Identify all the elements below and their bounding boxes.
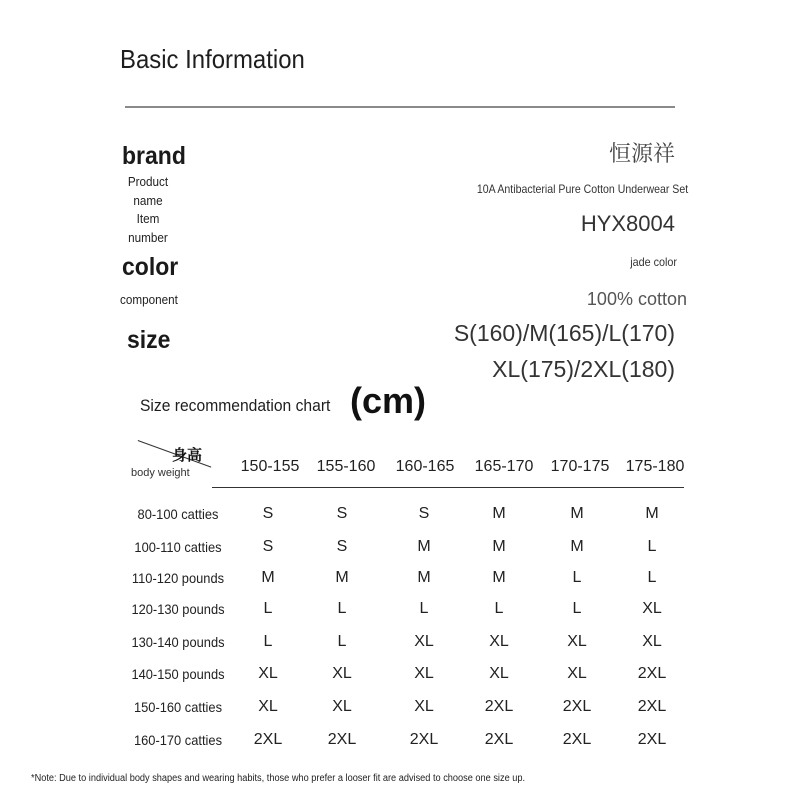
size-cell: L — [572, 569, 582, 586]
row-label: 120-130 pounds — [131, 601, 225, 617]
size-cell: XL — [567, 665, 587, 682]
size-chart-title: Size recommendation chart — [140, 396, 331, 415]
column-header: 155-160 — [316, 458, 376, 475]
section-title: Basic Information — [120, 44, 305, 74]
size-cell: XL — [332, 698, 352, 715]
size-cell: 2XL — [562, 698, 592, 715]
color-value: jade color — [630, 255, 677, 269]
size-cell: M — [261, 569, 275, 586]
size-cell: 2XL — [484, 698, 514, 715]
item-number-value: HYX8004 — [580, 211, 675, 236]
size-cell: 2XL — [637, 665, 667, 682]
size-cell: M — [570, 505, 584, 522]
product-name-label: Product name — [127, 174, 169, 208]
size-cell: XL — [414, 698, 434, 715]
row-label: 150-160 catties — [133, 699, 223, 715]
column-header: 150-155 — [240, 458, 300, 475]
size-cell: 2XL — [253, 731, 283, 748]
size-cell: S — [336, 538, 348, 555]
weight-header-label: body weight — [131, 467, 190, 479]
size-cell: 2XL — [409, 731, 439, 748]
size-cell: S — [262, 505, 274, 522]
column-header: 165-170 — [474, 458, 534, 475]
row-label: 80-100 catties — [137, 506, 219, 522]
size-cell: L — [494, 600, 504, 617]
size-cell: XL — [489, 633, 509, 650]
item-number-label: Item number — [128, 211, 168, 245]
brand-label: brand — [122, 142, 186, 170]
size-cell: XL — [642, 600, 662, 617]
size-cell: M — [492, 538, 506, 555]
column-header: 170-175 — [550, 458, 610, 475]
size-cell: S — [262, 538, 274, 555]
size-cell: XL — [414, 665, 434, 682]
size-cell: XL — [642, 633, 662, 650]
divider — [125, 106, 675, 108]
component-value: 100% cotton — [586, 289, 687, 309]
row-label: 160-170 catties — [133, 732, 223, 748]
row-label: 100-110 catties — [134, 539, 222, 555]
column-header: 160-165 — [395, 458, 455, 475]
size-cell: M — [492, 569, 506, 586]
size-cell: 2XL — [637, 731, 667, 748]
size-cell: 2XL — [637, 698, 667, 715]
header-rule — [212, 487, 684, 488]
size-chart-unit: (cm) — [350, 380, 427, 421]
size-label: size — [127, 326, 171, 354]
size-cell: L — [337, 600, 347, 617]
component-label: component — [120, 292, 178, 307]
color-label: color — [122, 253, 179, 281]
size-cell: XL — [414, 633, 434, 650]
size-cell: M — [417, 569, 431, 586]
size-cell: XL — [567, 633, 587, 650]
height-header-label: 身高 — [172, 447, 203, 464]
brand-value: 恒源祥 — [608, 141, 675, 166]
size-cell: M — [492, 505, 506, 522]
size-cell: L — [572, 600, 582, 617]
product-name-value: 10A Antibacterial Pure Cotton Underwear Set — [476, 182, 688, 196]
size-cell: XL — [258, 698, 278, 715]
size-cell: M — [645, 505, 659, 522]
size-value-line1: S(160)/M(165)/L(170) — [453, 320, 675, 346]
size-cell: M — [417, 538, 431, 555]
size-cell: L — [647, 538, 657, 555]
size-cell: L — [337, 633, 347, 650]
size-cell: L — [647, 569, 657, 586]
size-cell: XL — [489, 665, 509, 682]
row-label: 130-140 pounds — [131, 634, 225, 650]
size-cell: 2XL — [562, 731, 592, 748]
size-cell: XL — [332, 665, 352, 682]
size-value-line2: XL(175)/2XL(180) — [492, 356, 675, 382]
row-label: 110-120 pounds — [131, 570, 225, 586]
size-cell: L — [263, 600, 273, 617]
size-cell: 2XL — [484, 731, 514, 748]
row-label: 140-150 pounds — [131, 666, 225, 682]
size-cell: M — [335, 569, 349, 586]
footnote: *Note: Due to individual body shapes and wearing habits, those who prefer a looser fit are advised to choose one size up. — [31, 773, 526, 784]
size-cell: S — [418, 505, 430, 522]
size-cell: M — [570, 538, 584, 555]
size-cell: 2XL — [327, 731, 357, 748]
size-cell: L — [263, 633, 273, 650]
column-header: 175-180 — [625, 458, 685, 475]
size-cell: S — [336, 505, 348, 522]
size-cell: L — [419, 600, 429, 617]
size-cell: XL — [258, 665, 278, 682]
